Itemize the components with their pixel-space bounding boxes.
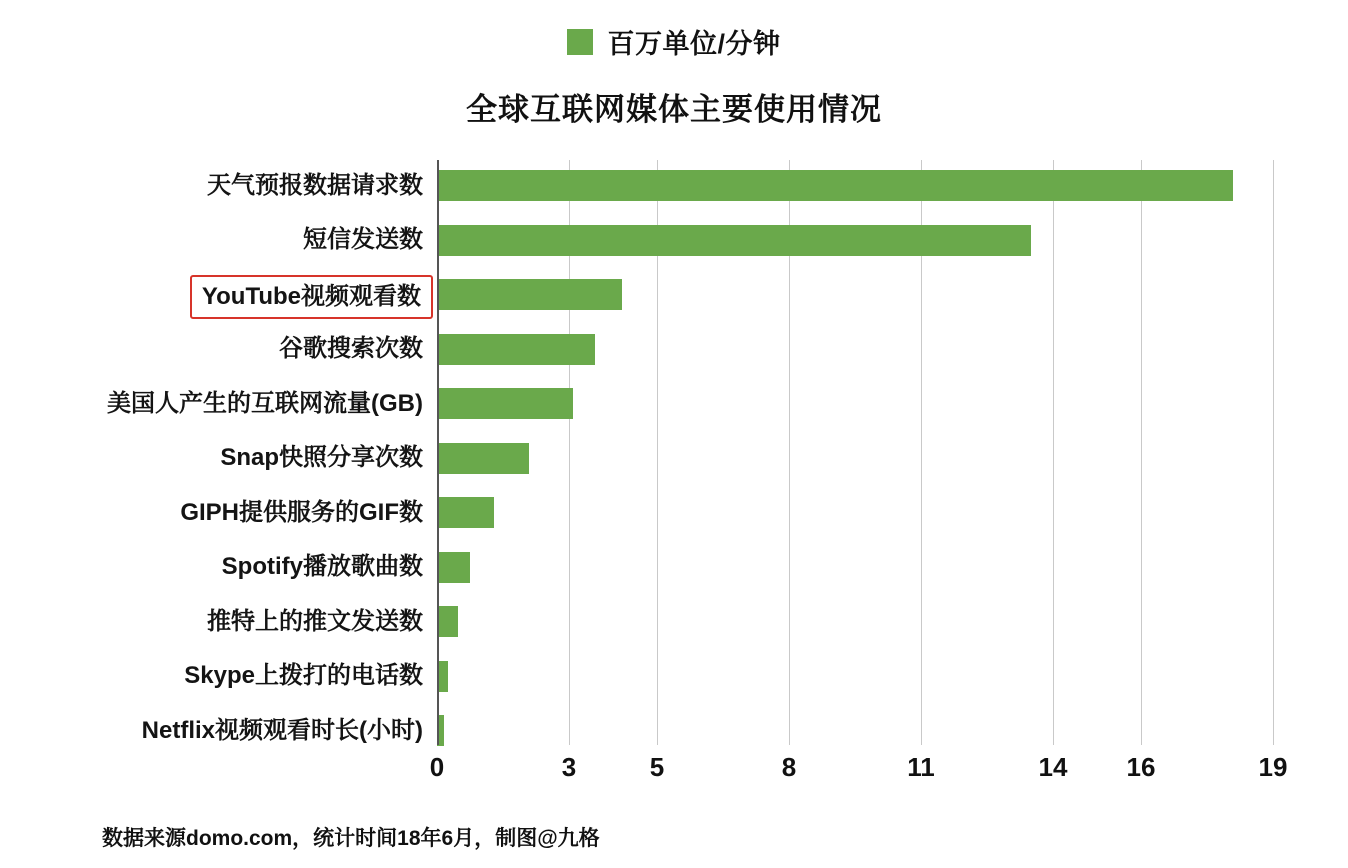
category-label: 短信发送数 (303, 226, 423, 253)
bar (437, 497, 494, 528)
bar (437, 279, 622, 310)
x-tick-label: 11 (907, 752, 935, 782)
chart-legend (0, 22, 1348, 61)
gridline (1273, 160, 1274, 745)
chart-title: 全球互联网媒体主要使用情况 (466, 92, 882, 127)
category-axis-labels (0, 160, 437, 745)
category-label: 推特上的推文发送数 (207, 607, 423, 635)
chart-plot-area (0, 160, 1348, 780)
category-label: 美国人产生的互联网流量(GB) (107, 389, 423, 417)
x-tick-label: 14 (1038, 752, 1068, 782)
x-tick-label: 3 (561, 752, 577, 782)
category-label: Netflix视频观看时长(小时) (141, 716, 423, 744)
bar (437, 388, 573, 419)
bar (437, 170, 1233, 201)
bar (437, 552, 470, 583)
x-tick-label: 8 (781, 752, 797, 782)
category-label: Skype上拨打的电话数 (184, 662, 423, 689)
source-note: 数据来源domo.com，统计时间18年6月，制图@九格 (102, 827, 600, 850)
category-label: 谷歌搜索次数 (279, 335, 423, 362)
category-label: Spotify播放歌曲数 (221, 553, 423, 580)
bar (437, 334, 595, 365)
x-tick-label: 0 (429, 752, 445, 782)
value-axis-line (437, 160, 439, 745)
bars-container (437, 160, 1273, 745)
bar (437, 606, 458, 637)
category-label: YouTube视频观看数 (190, 275, 433, 319)
category-label: 天气预报数据请求数 (207, 171, 423, 199)
x-tick-label: 5 (649, 752, 665, 782)
legend-color-swatch (567, 29, 593, 55)
gridline (1053, 160, 1054, 745)
category-label: GIPH提供服务的GIF数 (180, 498, 423, 526)
gridline (1141, 160, 1142, 745)
x-tick-label: 19 (1258, 752, 1288, 782)
bar (437, 225, 1031, 256)
category-label: Snap快照分享次数 (220, 444, 423, 471)
legend-label: 百万单位/分钟 (607, 29, 781, 59)
x-tick-label: 16 (1126, 752, 1156, 782)
value-axis-ticks (429, 752, 1288, 792)
bar (437, 443, 529, 474)
